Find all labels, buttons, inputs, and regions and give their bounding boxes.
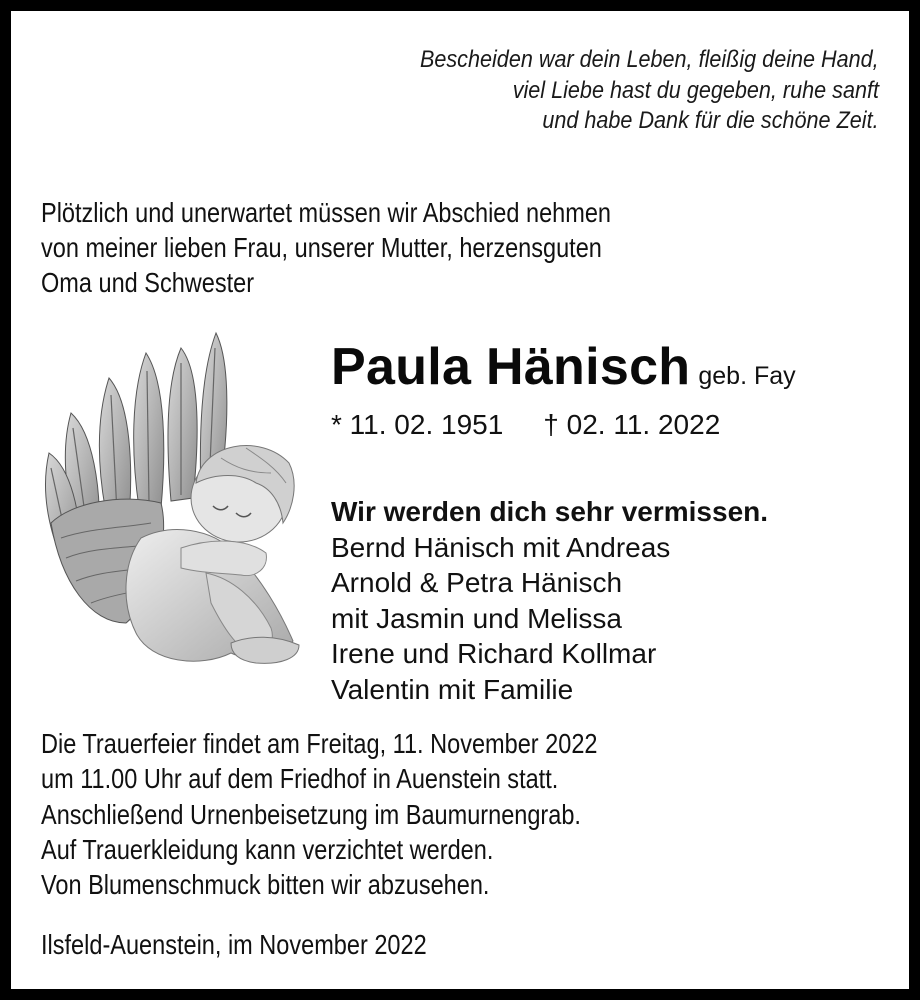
birth-date: * 11. 02. 1951 (331, 409, 504, 440)
ceremony-details (41, 726, 703, 902)
ceremony-line: Die Trauerfeier findet am Freitag, 11. November 2022 (41, 728, 598, 759)
intro-line: von meiner lieben Frau, unserer Mutter, herzensguten (41, 232, 602, 263)
survivor-line: Valentin mit Familie (331, 673, 574, 705)
sleeping-angel-figurine-icon (31, 323, 301, 673)
place-date-text: Ilsfeld-Auenstein, im November 2022 (41, 929, 427, 960)
quote-line: viel Liebe hast du gegeben, ruhe sanft (512, 76, 879, 104)
maiden-name: geb. Fay (698, 362, 796, 390)
ceremony-line: Anschließend Urnenbeisetzung im Baumurnengrab. (41, 798, 581, 830)
death-date: † 02. 11. 2022 (543, 409, 721, 440)
survivor-line: Irene und Richard Kollmar (331, 638, 657, 669)
place-and-date (41, 929, 500, 961)
quote-line: Bescheiden war dein Leben, fleißig deine Hand, (420, 46, 879, 73)
intro-line: Oma und Schwester (41, 267, 255, 298)
survivor-line: Arnold & Petra Hänisch (331, 567, 623, 598)
survivor-line: Bernd Hänisch mit Andreas (331, 531, 671, 563)
deceased-name: Paula Hänisch (331, 338, 691, 396)
survivors-headline: Wir werden dich sehr vermissen. (331, 496, 769, 527)
ceremony-line: um 11.00 Uhr auf dem Friedhof in Auenstein statt. (41, 763, 559, 795)
memorial-quote (369, 45, 879, 137)
obituary-notice (11, 11, 909, 989)
intro-line: Plötzlich und unerwartet müssen wir Abschied nehmen (41, 197, 612, 228)
survivor-line: mit Jasmin und Melissa (331, 602, 622, 634)
quote-line: und habe Dank für die schöne Zeit. (542, 107, 879, 134)
survivors-block (331, 494, 768, 707)
life-dates (331, 409, 720, 441)
deceased-name-block (331, 337, 796, 397)
ceremony-line: Auf Trauerkleidung kann verzichtet werden. (41, 833, 494, 865)
intro-text (41, 195, 720, 300)
ceremony-line: Von Blumenschmuck bitten wir abzusehen. (41, 869, 490, 901)
